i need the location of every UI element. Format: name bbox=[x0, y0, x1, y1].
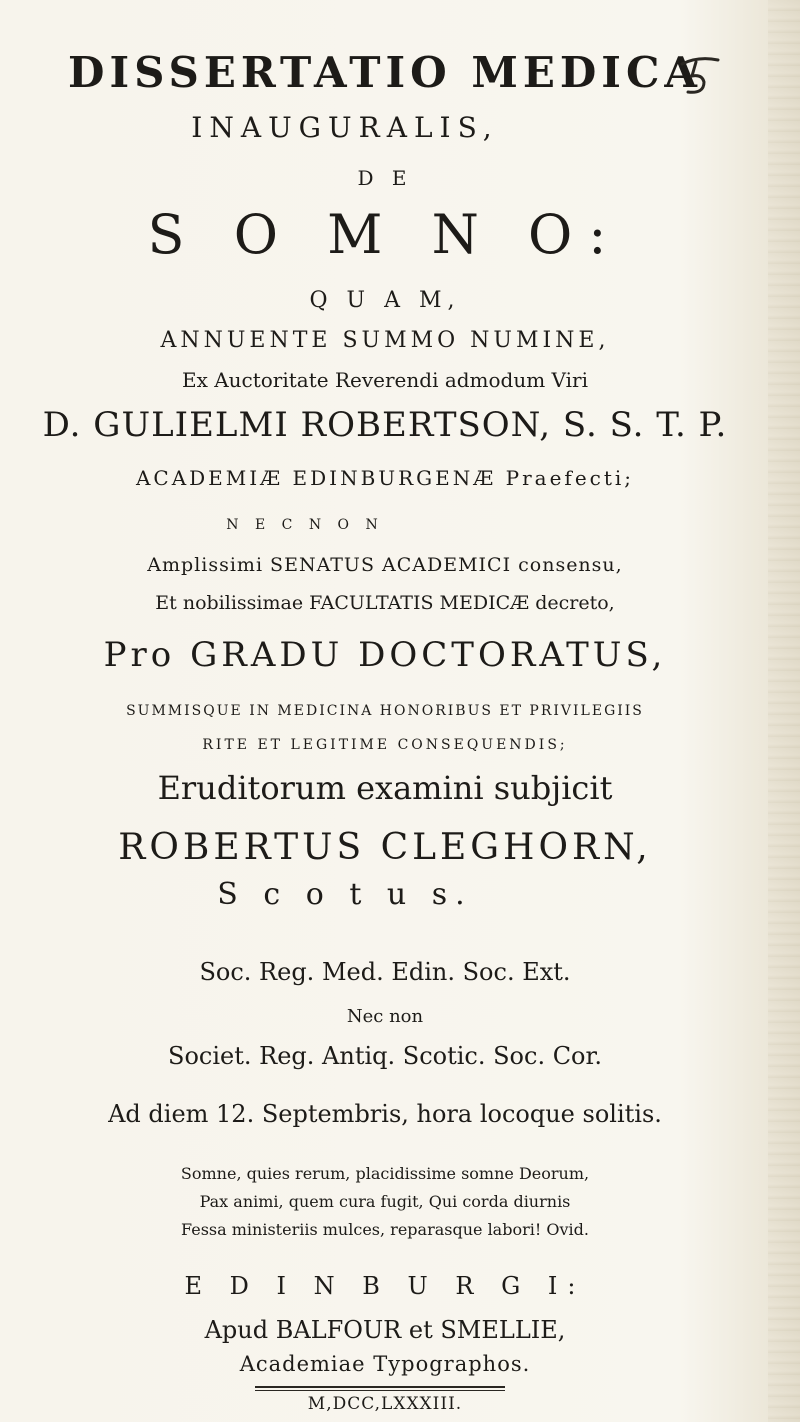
poem-line-2: Pax animi, quem cura fugit, Qui corda diurnis bbox=[199, 1192, 571, 1211]
imprint-typographos: Academiae Typographos. bbox=[239, 1352, 531, 1376]
line-societ: Societ. Reg. Antiq. Scotic. Soc. Cor. bbox=[168, 1042, 602, 1070]
line-amplissimi: Amplissimi SENATUS ACADEMICI consensu, bbox=[147, 554, 623, 576]
imprint-city: E D I N B U R G I: bbox=[184, 1272, 586, 1300]
author-name: ROBERTUS CLEGHORN, bbox=[118, 827, 652, 868]
heading-inauguralis: INAUGURALIS, bbox=[191, 111, 499, 144]
line-soc-reg: Soc. Reg. Med. Edin. Soc. Ext. bbox=[199, 958, 571, 986]
imprint-rule bbox=[255, 1386, 505, 1393]
heading-quam: Q U A M, bbox=[309, 288, 461, 313]
imprint-year: M,DCC,LXXXIII. bbox=[307, 1394, 463, 1414]
line-nec-non-2: Nec non bbox=[346, 1006, 424, 1027]
line-ex-auctoritate: Ex Auctoritate Reverendi admodum Viri bbox=[181, 368, 589, 392]
line-rite: RITE ET LEGITIME CONSEQUENDIS; bbox=[202, 737, 568, 753]
line-eruditorum: Eruditorum examini subjicit bbox=[157, 769, 613, 807]
line-summisque: SUMMISQUE IN MEDICINA HONORIBUS ET PRIVILEGIIS bbox=[126, 703, 644, 719]
page-edge-shadow bbox=[768, 0, 800, 1422]
poem-line-3: Fessa ministeriis mulces, reparasque labori! Ovid. bbox=[181, 1220, 589, 1239]
line-nec-non: N E C N O N bbox=[226, 517, 384, 533]
line-pro-gradu: Pro GRADU DOCTORATUS, bbox=[103, 635, 667, 675]
line-ad-diem: Ad diem 12. Septembris, hora locoque solitis. bbox=[108, 1100, 662, 1128]
heading-de: D E bbox=[357, 166, 413, 190]
imprint-printers: Apud BALFOUR et SMELLIE, bbox=[204, 1316, 566, 1344]
heading-somno: S O M N O: bbox=[147, 203, 623, 266]
line-nobilissimae: Et nobilissimae FACULTATIS MEDICÆ decreto, bbox=[155, 592, 615, 614]
line-gulielmi: D. GULIELMI ROBERTSON, S. S. T. P. bbox=[42, 405, 728, 445]
poem-line-1: Somne, quies rerum, placidissime somne Deorum, bbox=[180, 1164, 590, 1183]
line-academiae: ACADEMIÆ EDINBURGENÆ Praefecti; bbox=[135, 466, 635, 490]
author-origin: S c o t u s. bbox=[217, 877, 473, 912]
handwritten-mark-icon bbox=[676, 54, 722, 100]
heading-dissertatio: DISSERTATIO MEDICA bbox=[68, 48, 702, 97]
line-annuente: ANNUENTE SUMMO NUMINE, bbox=[160, 328, 610, 353]
